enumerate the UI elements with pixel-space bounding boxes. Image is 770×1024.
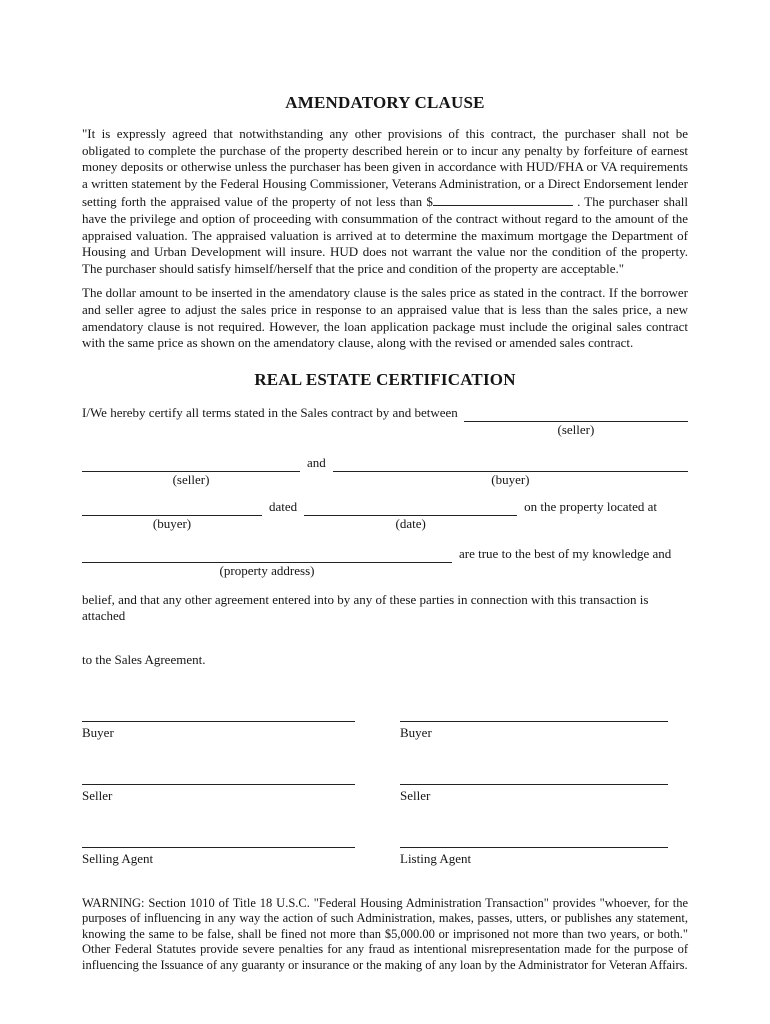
buyer-signature-line-right[interactable] xyxy=(400,707,668,722)
property-address-field-group xyxy=(82,545,452,579)
dated-text: dated xyxy=(269,498,298,514)
buyer-signature-label-right: Buyer xyxy=(400,724,432,740)
and-text: and xyxy=(307,454,326,470)
belief-text: belief, and that any other agreement entered into by any of these parties in connection with this transaction is attached xyxy=(82,591,649,624)
amendatory-clause-title: AMENDATORY CLAUSE xyxy=(285,93,485,112)
seller-caption-2: (seller) xyxy=(172,471,210,487)
buyer-signature-line-left[interactable] xyxy=(82,707,355,722)
property-address-blank[interactable] xyxy=(82,545,452,563)
certification-intro-text: I/We hereby certify all terms stated in the Sales contract by and between xyxy=(82,404,458,420)
seller-signature-line-left[interactable] xyxy=(82,770,355,785)
property-located-text: on the property located at xyxy=(524,498,657,514)
buyer-signature-block-left xyxy=(82,707,355,741)
buyer-name-field-group-2 xyxy=(82,498,262,532)
seller-signature-line-right[interactable] xyxy=(400,770,668,785)
buyer-caption-2: (buyer) xyxy=(152,515,192,531)
certification-address-row xyxy=(82,545,688,579)
date-blank[interactable] xyxy=(304,498,517,516)
certification-date-row xyxy=(82,498,688,532)
warning-paragraph: WARNING: Section 1010 of Title 18 U.S.C. "Federal Housing Administration Transaction" provides "whoever, for the purposes of influencing in any way the action of such Administration, makes, passes, utters, or publishes any statement, knowing the same to be false, shall be fined not more than $5,000.00 or imprisoned not more than two years, or both." Other Federal Statutes provide severe penalties for any fraud as intentional misrepresentation made for the purpose of influencing the Issuance of any guaranty or insurance or the making of any loan by the Administrator for Veteran Affairs. xyxy=(82,895,688,972)
listing-agent-signature-label: Listing Agent xyxy=(400,850,472,866)
amendatory-clause-paragraph xyxy=(82,126,688,277)
certification-intro-row xyxy=(82,404,688,438)
buyer-signature-block-right xyxy=(400,707,668,741)
seller-caption: (seller) xyxy=(557,421,595,437)
date-caption: (date) xyxy=(395,515,426,531)
signature-row-agents xyxy=(82,833,688,867)
signature-row-sellers xyxy=(82,770,688,804)
buyer-name-blank-1[interactable] xyxy=(333,454,688,472)
clause-text-after-amount: . The purchaser shall have the privilege and option of proceeding with consummation of the contract without regard to the amount of the appraised valuation. The appraised valuation is arrived at to determine the maximum mortgage the Department of Housing and Urban Development will insure. HUD does not warrant the value nor the condition of the property. The purchaser should satisfy himself/herself that the price and condition of the property are acceptable." xyxy=(82,194,688,276)
signature-row-buyers xyxy=(82,707,688,741)
selling-agent-signature-line[interactable] xyxy=(82,833,355,848)
buyer-caption: (buyer) xyxy=(491,471,530,487)
buyer-name-blank-2[interactable] xyxy=(82,498,262,516)
seller-signature-block-right xyxy=(400,770,668,804)
seller-signature-label-right: Seller xyxy=(400,787,431,803)
seller-name-blank-2[interactable] xyxy=(82,454,300,472)
buyer-signature-label-left: Buyer xyxy=(82,724,114,740)
seller-name-field-group-2 xyxy=(82,454,300,488)
sales-agreement-text: to the Sales Agreement. xyxy=(82,651,206,667)
date-field-group xyxy=(304,498,517,532)
true-statement-text: are true to the best of my knowledge and xyxy=(459,545,672,561)
selling-agent-signature-label: Selling Agent xyxy=(82,850,154,866)
selling-agent-signature-block xyxy=(82,833,355,867)
seller-name-field-group xyxy=(464,404,688,438)
seller-signature-label-left: Seller xyxy=(82,787,113,803)
listing-agent-signature-block xyxy=(400,833,668,867)
property-address-caption: (property address) xyxy=(219,562,315,578)
real-estate-certification-title: REAL ESTATE CERTIFICATION xyxy=(254,369,516,389)
appraised-value-blank[interactable] xyxy=(433,192,573,206)
amendatory-note-paragraph: The dollar amount to be inserted in the amendatory clause is the sales price as stated in the contract. If the borrower and seller agree to adjust the sales price in response to an appraised value that is less than the sales price, a new amendatory clause is not required. However, the loan application package must include the original sales contract with the same price as shown on the amendatory clause, along with the revised or amended sales contract. xyxy=(82,285,688,351)
seller-name-blank-1[interactable] xyxy=(464,404,688,422)
certification-parties-row xyxy=(82,454,688,488)
listing-agent-signature-line[interactable] xyxy=(400,833,668,848)
buyer-name-field-group xyxy=(333,454,688,488)
clause-text-before-amount: "It is expressly agreed that notwithstanding any other provisions of this contract, the purchaser shall not be obligated to complete the purchase of the property described herein or to incur any penalty by forfeiture of earnest money deposits or otherwise unless the purchaser has been given in accordance with HUD/FHA or VA requirements a written statement by the Federal Housing Commissioner, Veterans Administration, or a Direct Endorsement lender setting forth the appraised value of the property of not less than $ xyxy=(82,126,688,210)
seller-signature-block-left xyxy=(82,770,355,804)
